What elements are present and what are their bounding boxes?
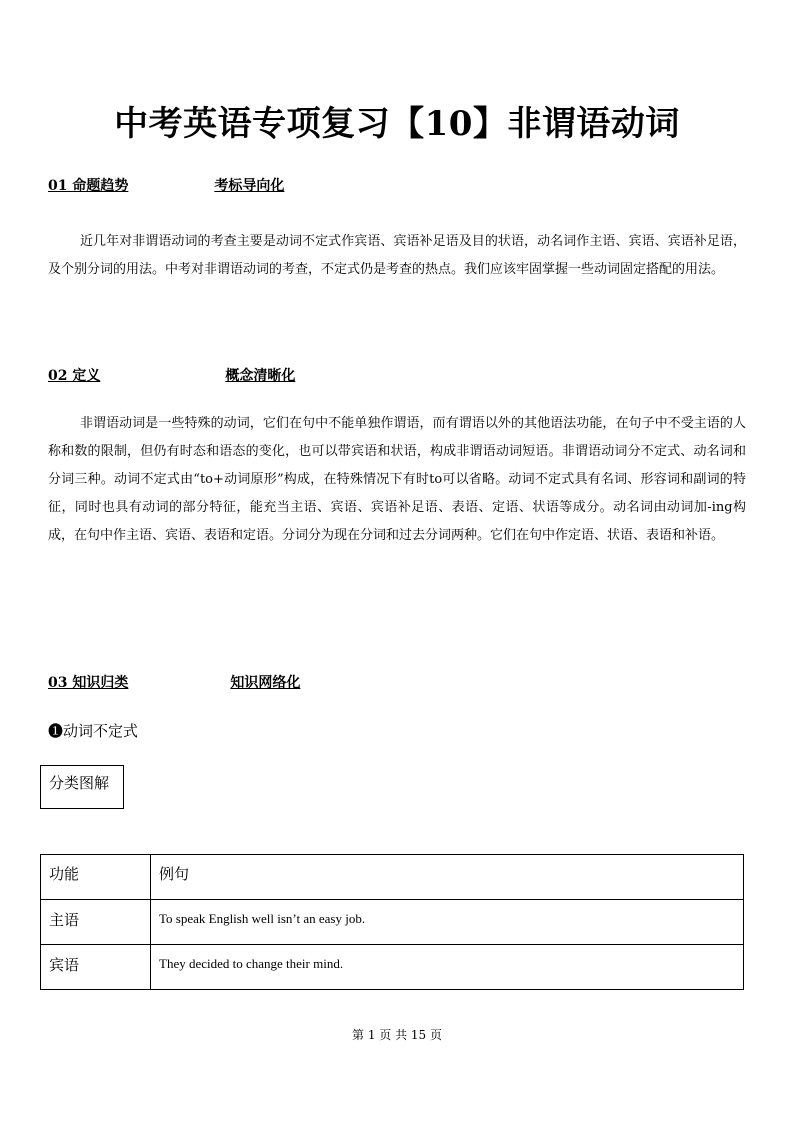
section-heading-definition [48, 365, 295, 385]
definition-paragraph: 非谓语动词是一些特殊的动词，它们在句中不能单独作谓语，而有谓语以外的其他语法功能，在句子中不受主语的人称和数的限制，但仍有时态和语态的变化，也可以带宾语和状语，构成非谓语动词短语。非谓语动词分不定式、动名词和分词三种。动词不定式由“to+动词原形”构成，在特殊情况下有时to可以省略。动词不定式具有名词、形容词和副词的特征，同时也具有动词的部分特征，能充当主语、宾语、宾语补足语、表语、定语、状语等成分。动名词由动词加-ing构成，在句中作主语、宾语、表语和定语。分词分为现在分词和过去分词两种。它们在句中作定语、状语、表语和补语。 [48, 416, 746, 543]
example-sentence: They decided to change their mind. [159, 956, 344, 971]
table-cell-function: 主语 [41, 900, 151, 945]
section-subtitle: 考标导向化 [214, 178, 285, 194]
section-heading-knowledge [48, 672, 300, 692]
section-number-title: 03 知识归类 [48, 675, 129, 691]
section-subtitle: 概念清晰化 [225, 368, 296, 384]
example-sentence: To speak English well isn’t an easy job. [159, 911, 366, 926]
section-number-title: 02 定义 [48, 368, 101, 384]
table-cell-example [151, 945, 744, 990]
section-heading-trend [48, 175, 284, 195]
table-row [41, 900, 744, 945]
trend-paragraph: 近几年对非谓语动词的考查主要是动词不定式作宾语、宾语补足语及目的状语，动名词作主语、宾语、宾语补足语，及个别分词的用法。中考对非谓语动词的考查，不定式仍是考查的热点。我们应该牢固掌握一些动词固定搭配的用法。 [48, 234, 746, 277]
table-header-row [41, 855, 744, 900]
section-subtitle: 知识网络化 [230, 675, 301, 691]
function-table [40, 854, 744, 990]
table-header-cell: 例句 [151, 855, 744, 900]
table-cell-function: 宾语 [41, 945, 151, 990]
diagram-label-box: 分类图解 [40, 765, 124, 809]
page-title: 中考英语专项复习【10】非谓语动词 [114, 104, 680, 144]
subheading-infinitive: ❶动词不定式 [48, 722, 139, 740]
page-footer: 第 1 页 共 15 页 [352, 1028, 442, 1042]
table-row [41, 945, 744, 990]
section-number-title: 01 命题趋势 [48, 178, 129, 194]
table-header-cell: 功能 [41, 855, 151, 900]
table-cell-example [151, 900, 744, 945]
